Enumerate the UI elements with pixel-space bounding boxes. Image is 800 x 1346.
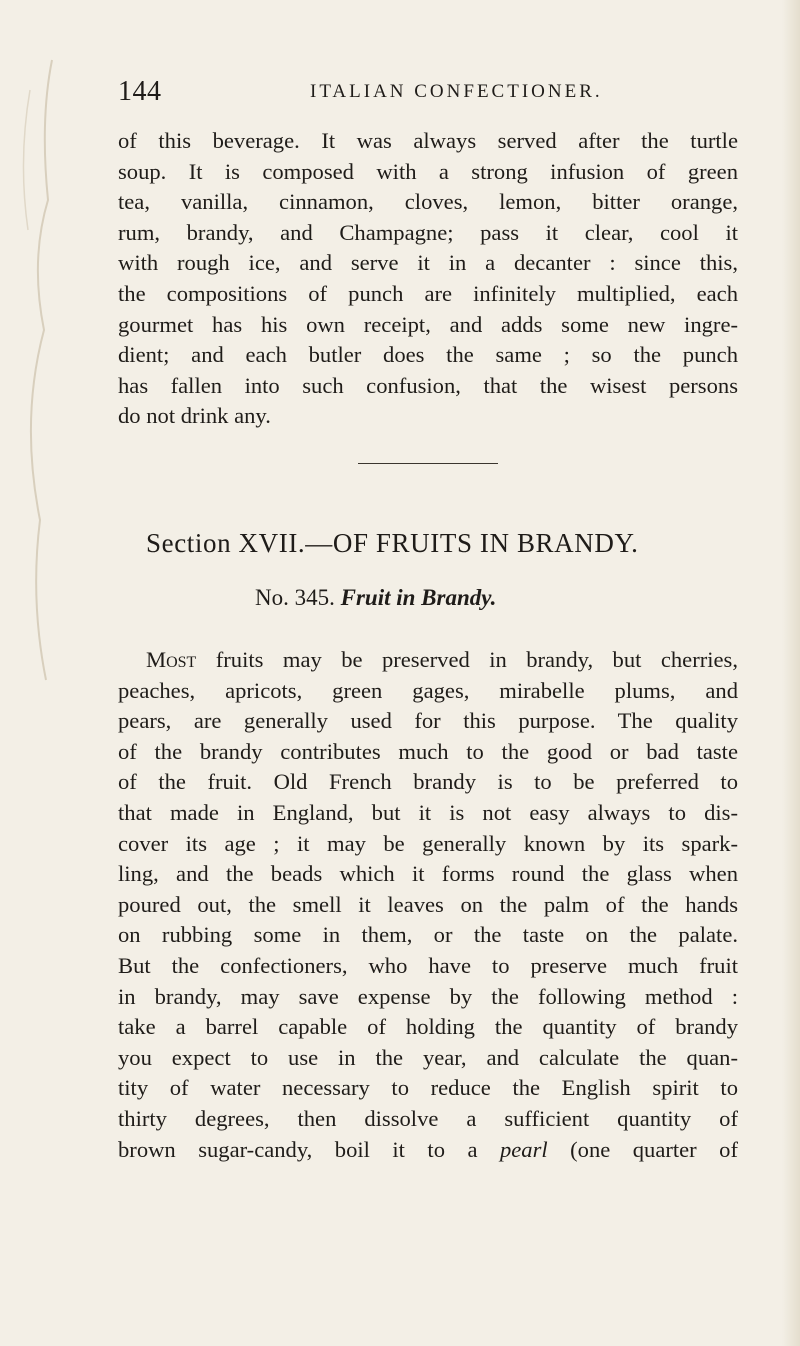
text-line: But the confectioners, who have to preserve much fruit [118,952,738,978]
text-line: in brandy, may save expense by the following method : [118,983,738,1009]
text-line: poured out, the smell it leaves on the palm of the hands [118,891,738,917]
page-number: 144 [118,76,162,107]
text-span: brown sugar-candy, boil it to a [118,1136,500,1162]
text-line: you expect to use in the year, and calculate the quan- [118,1044,738,1070]
text-line: of this beverage. It was always served after the turtle [118,128,738,153]
italic-word: pearl [499,1136,548,1162]
running-head: ITALIAN CONFECTIONER. [310,81,603,102]
text-line: on rubbing some in them, or the taste on the palate. [118,922,738,948]
page-header [118,76,738,116]
text-line [118,645,738,676]
recipe-title: Fruit in Brandy. [340,585,497,610]
first-line-text: fruits may be preserved in brandy, but cherries, [196,647,738,672]
text-line: ling, and the beads which it forms round the glass when [118,861,738,887]
section-heading: Section XVII.—OF FRUITS IN BRANDY. [146,528,639,558]
text-line: with rough ice, and serve it in a decanter : since this, [118,250,738,276]
text-line: gourmet has his own receipt, and adds some new ingre- [118,311,738,337]
page-edge-shadow [782,0,800,1346]
text-line: the compositions of punch are infinitely multiplied, each [118,280,738,306]
text-line: tity of water necessary to reduce the English spirit to [118,1075,738,1101]
initial-word: Most [146,647,197,672]
text-line: thirty degrees, then dissolve a sufficient quantity of [118,1105,738,1131]
text-line: do not drink any. [118,403,271,429]
recipe-heading [255,585,496,611]
text-line: of the fruit. Old French brandy is to be preferred to [118,769,738,795]
text-line: has fallen into such confusion, that the wisest persons [118,372,738,398]
paragraph-1 [118,126,738,432]
text-line [118,1135,738,1166]
text-line: cover its age ; it may be generally known by its spark- [118,830,738,856]
section-divider [358,463,498,464]
text-line: of the brandy contributes much to the good or bad taste [118,738,738,764]
text-line: rum, brandy, and Champagne; pass it clear, cool it [118,219,738,245]
text-line: peaches, apricots, green gages, mirabelle plums, and [118,677,738,703]
text-line: tea, vanilla, cinnamon, cloves, lemon, bitter orange, [118,189,738,215]
text-span: (one quarter of [547,1136,738,1162]
text-line: pears, are generally used for this purpose. The quality [118,708,738,734]
text-line: dient; and each butler does the same ; so the punch [118,342,738,368]
text-line: that made in England, but it is not easy always to dis- [118,799,738,825]
text-line: soup. It is composed with a strong infusion of green [118,158,738,184]
paragraph-2 [118,645,738,1165]
page-edge-stain [0,0,60,700]
text-line: take a barrel capable of holding the quantity of brandy [118,1014,738,1040]
recipe-number: No. 345. [255,585,335,610]
